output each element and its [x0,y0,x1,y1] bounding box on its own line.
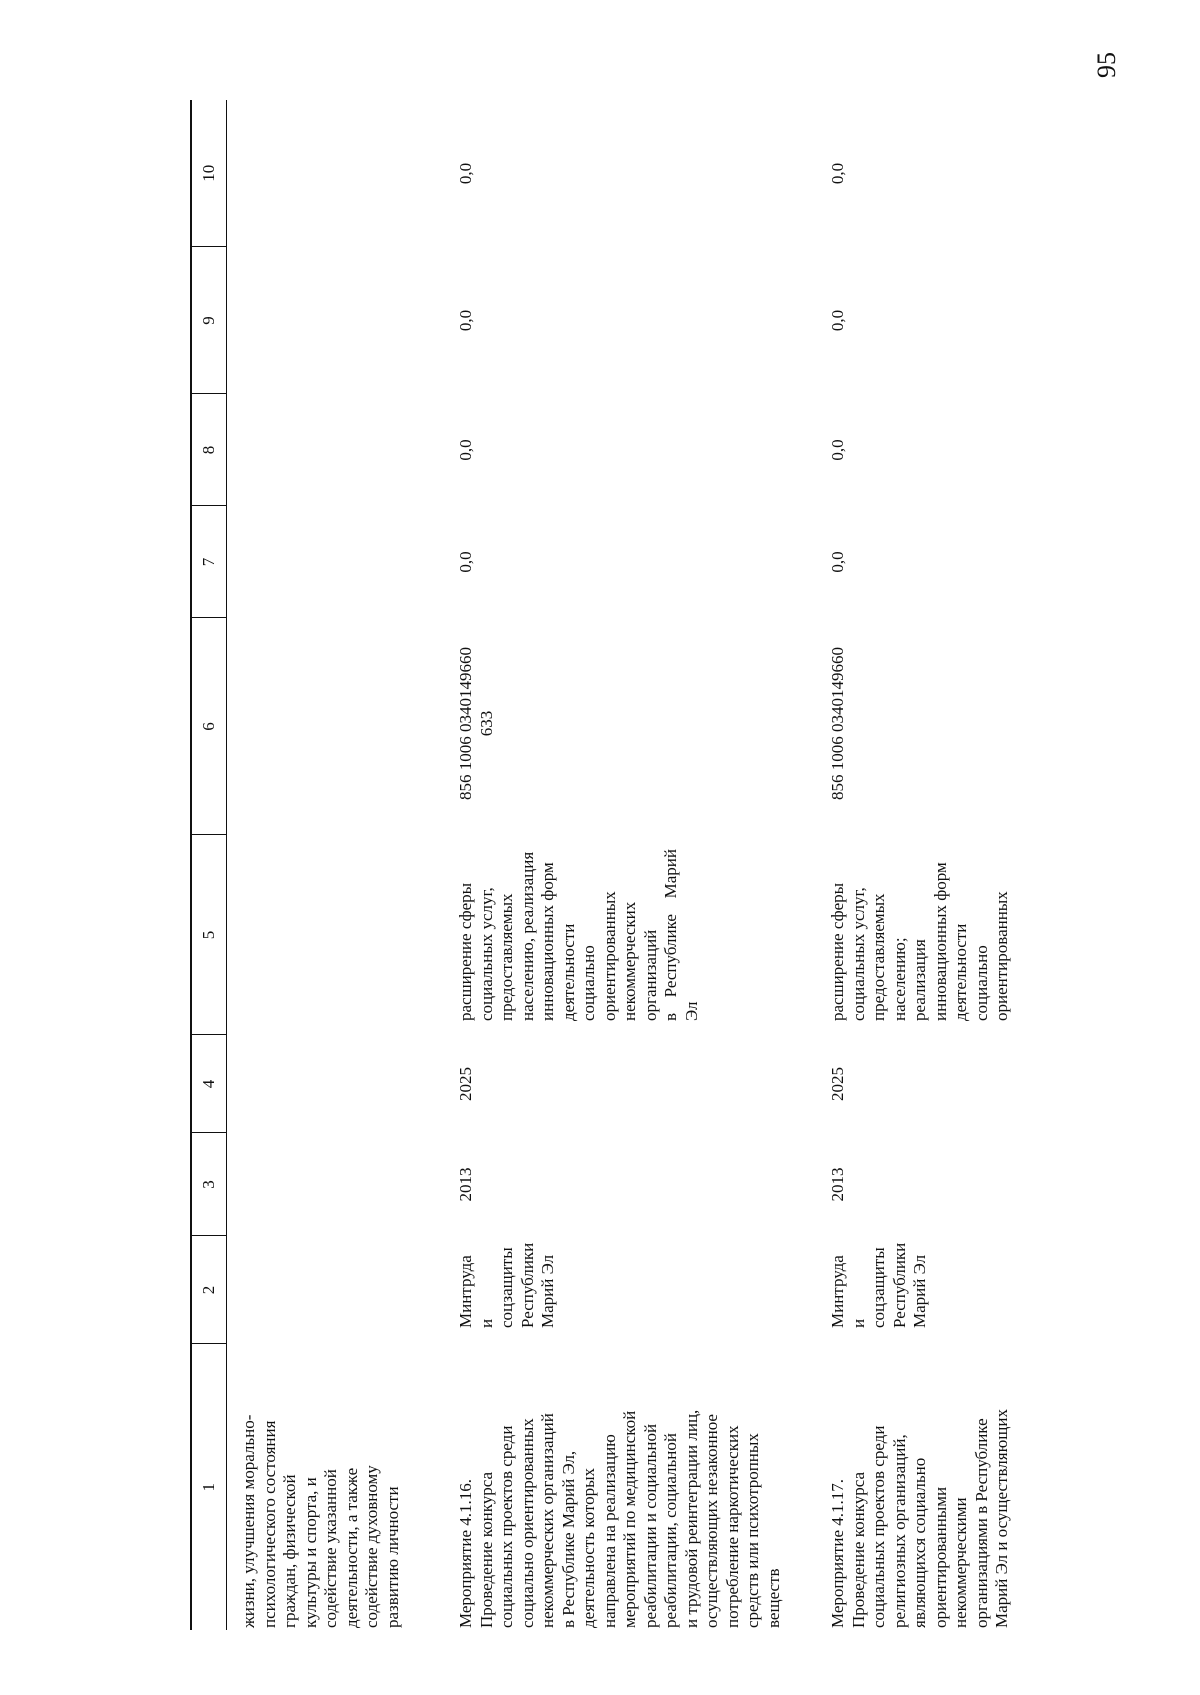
header-col-10: 10 [191,100,227,247]
table-cell-5 [227,835,445,1035]
table-cell-6 [227,618,445,835]
cell-text-line: предоставляемых [497,893,516,1021]
cell-text-line: Марий Эл [910,1254,929,1328]
cell-text-line: ориентированных [599,891,619,1021]
table-cell-1 [816,1344,1013,1630]
table-cell-4: 2025 [828,1067,847,1101]
cell-text-line: организациями в Республике [971,1418,991,1628]
cell-text-line: развитию личности [382,1486,402,1628]
table-cell-1 [444,1344,816,1630]
cell-text-line: культуры и спорта, и [300,1477,320,1628]
table-cell-2 [444,1236,816,1344]
page-number: 95 [1092,52,1121,78]
table-cell-1 [227,1344,445,1630]
table-row [816,100,1013,1630]
cell-text-line: социальных проектов среди [869,1425,888,1628]
table-cell-10: 0,0 [456,162,475,185]
cell-text-line: Минтруда [456,1255,475,1328]
table-cell-8 [227,394,445,506]
cell-text-line: социальных проектов среди [497,1425,516,1628]
table-cell-3: 2013 [456,1167,475,1202]
cell-text-line: некоммерческими [951,1497,970,1628]
cell-text-line: социальных услуг, [476,887,496,1021]
cell-text-line: и трудовой реинтеграции лиц, [681,1409,701,1628]
table-row [227,100,445,1630]
table-cell-7 [227,506,445,618]
cell-text-line: и соцзащиты [476,1247,516,1328]
table-cell-5 [444,835,816,1035]
table-cell-8: 0,0 [456,439,475,461]
cell-text-line: психологического состояния [259,1420,279,1628]
table-cell-6 [444,618,816,835]
header-col-8: 8 [191,394,227,506]
table-cell-7: 0,0 [828,551,847,573]
cell-text-line: веществ [763,1568,783,1628]
cell-text-line: предоставляемых [869,893,888,1021]
cell-text-line: являющихся социально [910,1457,929,1628]
cell-text-line: направлена на реализацию [599,1434,619,1628]
cell-text-line: и соцзащиты [848,1247,888,1328]
cell-text-line: деятельность которых [579,1467,598,1628]
table-cell-4 [227,1035,445,1133]
table-cell-10: 0,0 [828,162,847,185]
cell-text-line: населению; [889,937,909,1021]
cell-text-line: в Республике Марий Эл [661,849,701,1021]
cell-text-line: организаций [640,929,660,1021]
table-cell-9: 0,0 [828,309,847,332]
header-row [191,100,227,1630]
table-row [444,100,816,1630]
cell-text-line: Проведение конкурса [848,1471,868,1628]
table-cell-7: 0,0 [456,551,475,573]
cell-text-line: 633 [476,710,496,737]
table-cell-3: 2013 [828,1167,847,1202]
cell-text-line: Республики [889,1242,909,1328]
cell-text-line: в Республике Марий Эл, [558,1450,578,1628]
cell-text-line: Марий Эл [538,1254,557,1328]
header-col-4: 4 [191,1035,227,1133]
cell-text-line: мероприятий по медицинской [620,1410,639,1628]
table-cell-5 [816,835,1013,1035]
cell-text-line: деятельности [951,923,970,1021]
header-col-2: 2 [191,1236,227,1344]
cell-text-line: 856 1006 0340149660 [456,647,475,800]
header-col-3: 3 [191,1133,227,1236]
cell-text-line: 856 1006 0340149660 [828,647,847,800]
cell-text-line: жизни, улучшения морально- [239,1414,258,1628]
header-col-6: 6 [191,618,227,835]
cell-text-line: некоммерческих организаций [538,1413,557,1628]
cell-text-line: содействие духовному [362,1465,381,1628]
cell-text-line: Республики [517,1242,537,1328]
cell-text-line: социально [971,945,991,1021]
cell-text-line: потребление наркотических [722,1425,742,1628]
table-cell-2 [227,1236,445,1344]
cell-text-line: деятельности, а также [341,1467,361,1628]
header-col-5: 5 [191,835,227,1035]
cell-text-line: деятельности [558,923,578,1021]
cell-text-line: инновационных форм [930,862,950,1021]
cell-text-line: ориентированными [930,1486,950,1628]
cell-text-line: расширение сферы [456,882,475,1021]
cell-text-line: социальных услуг, [848,887,868,1021]
cell-text-line: расширение сферы [828,882,847,1021]
cell-text-line: социально ориентированных [517,1418,537,1628]
cell-text-line: осуществляющих незаконное [702,1414,721,1628]
table-cell-6 [816,618,1013,835]
cell-text-line: ориентированных [992,891,1011,1021]
table-cell-10 [227,100,445,247]
cell-text-line: реабилитации и социальной [640,1423,660,1628]
table-cell-3 [227,1133,445,1236]
cell-text-line: Марий Эл и осуществляющих [992,1409,1011,1628]
cell-text-line: содействие указанной [321,1469,340,1628]
cell-text-line: реабилитации, социальной [661,1433,680,1628]
cell-text-line: Минтруда [828,1255,847,1328]
table-cell-8: 0,0 [828,439,847,461]
header-col-7: 7 [191,506,227,618]
cell-text-line: Мероприятие 4.1.17. [828,1478,847,1628]
table-cell-9 [227,247,445,394]
cell-text-line: средств или психотропных [743,1433,762,1628]
cell-text-line: религиозных организаций, [889,1434,909,1628]
cell-text-line: реализация [910,939,929,1021]
cell-text-line: граждан, физической [280,1474,299,1628]
table-cell-4: 2025 [456,1067,475,1101]
cell-text-line: социально [579,945,598,1021]
cell-text-line: Мероприятие 4.1.16. [456,1478,475,1628]
table-cell-9: 0,0 [456,309,475,332]
activities-table [190,100,1013,1630]
header-col-9: 9 [191,247,227,394]
table-sheet [190,100,1011,1630]
cell-text-line: населению, реализация [517,851,537,1021]
header-col-1: 1 [191,1344,227,1630]
table-cell-2 [816,1236,1013,1344]
cell-text-line: некоммерческих [620,901,639,1021]
cell-text-line: Проведение конкурса [476,1471,496,1628]
cell-text-line: инновационных форм [538,862,557,1021]
